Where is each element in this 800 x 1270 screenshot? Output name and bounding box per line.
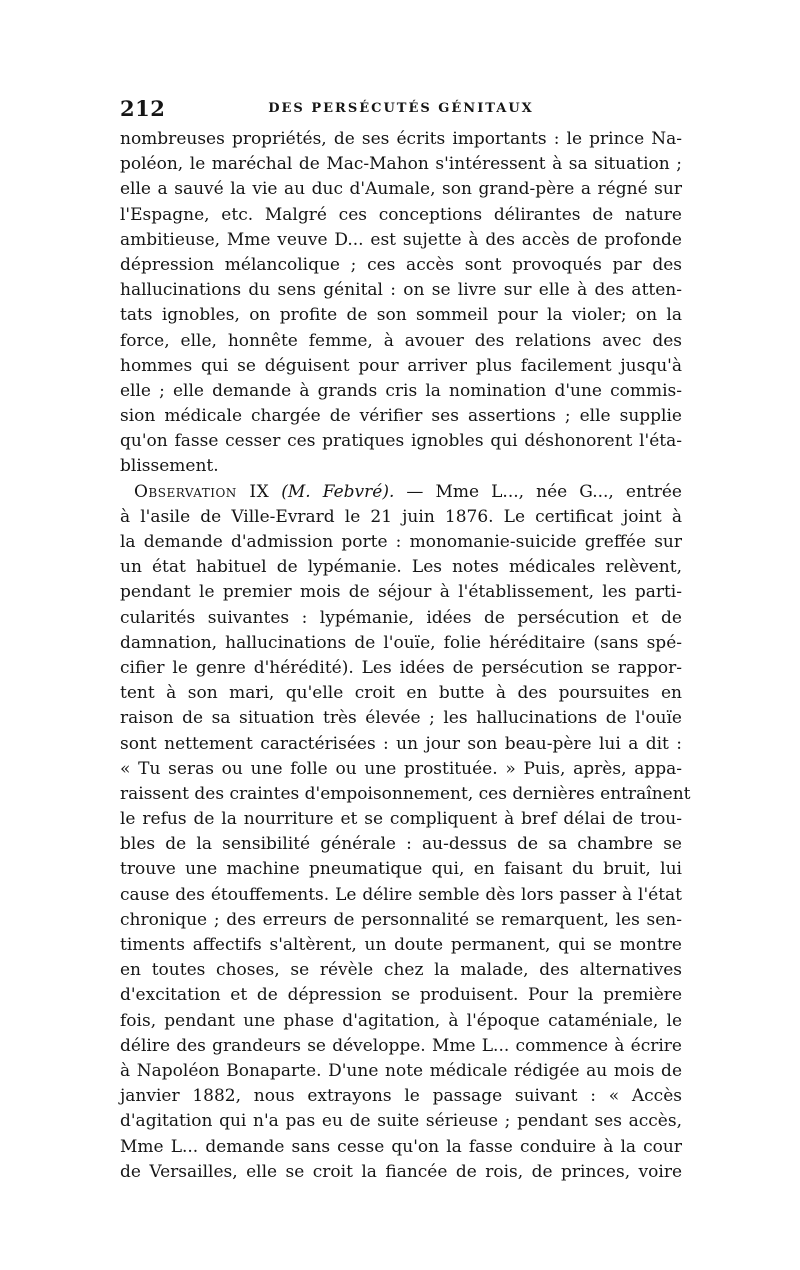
text-line: elle ; elle demande à grands cris la nomination d'une commis- [120,380,682,401]
text-line: tats ignobles, on profite de son sommeil pour la violer; on la [120,305,682,326]
text-line: nombreuses propriétés, de ses écrits importants : le prince Na- [120,129,682,149]
body-text [120,127,691,1185]
text-line: à Napoléon Bonaparte. D'une note médicale rédigée au mois de [120,1060,682,1081]
text-line: tent à son mari, qu'elle croit en butte à des poursuites en [120,683,682,704]
text-line: « Tu seras ou une folle ou une prostituée. » Puis, après, appa- [120,758,682,779]
text-line: timents affectifs s'altèrent, un doute permanent, qui se montre [120,935,682,955]
text-line: l'Espagne, etc. Malgré ces conceptions délirantes de nature [120,204,682,225]
text-line: à l'asile de Ville-Evrard le 21 juin 1876. Le certificat joint à [120,506,682,527]
text-line: le refus de la nourriture et se compliquent à bref délai de trou- [120,809,682,830]
text-line: chronique ; des erreurs de personnalité se remarquent, les sen- [120,909,682,930]
observation-label: Observation IX [134,481,270,502]
text-line: cularités suivantes : lypémanie, idées de persécution et de [120,607,682,628]
text-line: raison de sa situation très élevée ; les hallucinations de l'ouïe [120,708,682,729]
text-line: elle a sauvé la vie au duc d'Aumale, son grand-père a régné sur [120,179,682,200]
text-line: en toutes choses, se révèle chez la malade, des alternatives [120,960,682,981]
running-title: DES PERSÉCUTÉS GÉNITAUX [268,101,534,116]
text-line: poléon, le maréchal de Mac-Mahon s'intéressent à sa situation ; [120,154,682,175]
text-line: hommes qui se déguisent pour arriver plus facilement jusqu'à [120,355,682,376]
text-line: Mme L... demande sans cesse qu'on la fasse conduire à la cour [120,1136,682,1157]
text-line: d'excitation et de dépression se produisent. Pour la première [120,985,682,1006]
text-line: sont nettement caractérisées : un jour son beau-père lui a dit : [120,733,682,754]
observation-heading-line [120,480,682,505]
text-line: fois, pendant une phase d'agitation, à l'époque cataméniale, le [120,1010,682,1031]
text-line: force, elle, honnête femme, à avouer des relations avec des [120,330,682,351]
text-line: un état habituel de lypémanie. Les notes médicales relèvent, [120,557,682,578]
text-line: qu'on fasse cesser ces pratiques ignobles qui déshonorent l'éta- [120,431,682,452]
text-line: raissent des craintes d'empoisonnement, ces dernières entraînent [120,783,691,804]
text-line: de Versailles, elle se croit la fiancée de rois, de princes, voire [120,1161,682,1182]
text-line: janvier 1882, nous extrayons le passage suivant : « Accès [120,1086,682,1107]
text-line: cifier le genre d'hérédité). Les idées de persécution se rappor- [120,657,682,678]
text-line: pendant le premier mois de séjour à l'établissement, les parti- [120,582,682,603]
text-line: cause des étouffements. Le délire semble dès lors passer à l'état [120,884,682,905]
text-line: délire des grandeurs se développe. Mme L... commence à écrire [120,1035,682,1056]
text-line: trouve une machine pneumatique qui, en faisant du bruit, lui [120,859,682,880]
observation-author: (M. Febvré). [281,481,395,502]
observation-first-line: — Mme L..., née G..., entrée [394,481,682,502]
text-line: damnation, hallucinations de l'ouïe, folie héréditaire (sans spé- [120,632,682,653]
text-line: ambitieuse, Mme veuve D... est sujette à des accès de profonde [120,229,682,250]
text-line: d'agitation qui n'a pas eu de suite sérieuse ; pendant ses accès, [120,1111,682,1132]
page-number: 212 [120,96,166,121]
page-header [120,96,682,122]
text-line: dépression mélancolique ; ces accès sont provoqués par des [120,254,682,275]
text-line: blissement. [120,456,219,477]
text-line: hallucinations du sens génital : on se livre sur elle à des atten- [120,280,682,301]
text-line: la demande d'admission porte : monomanie-suicide greffée sur [120,532,682,552]
text-line: sion médicale chargée de vérifier ses assertions ; elle supplie [120,406,682,427]
text-line: bles de la sensibilité générale : au-dessus de sa chambre se [120,834,682,855]
